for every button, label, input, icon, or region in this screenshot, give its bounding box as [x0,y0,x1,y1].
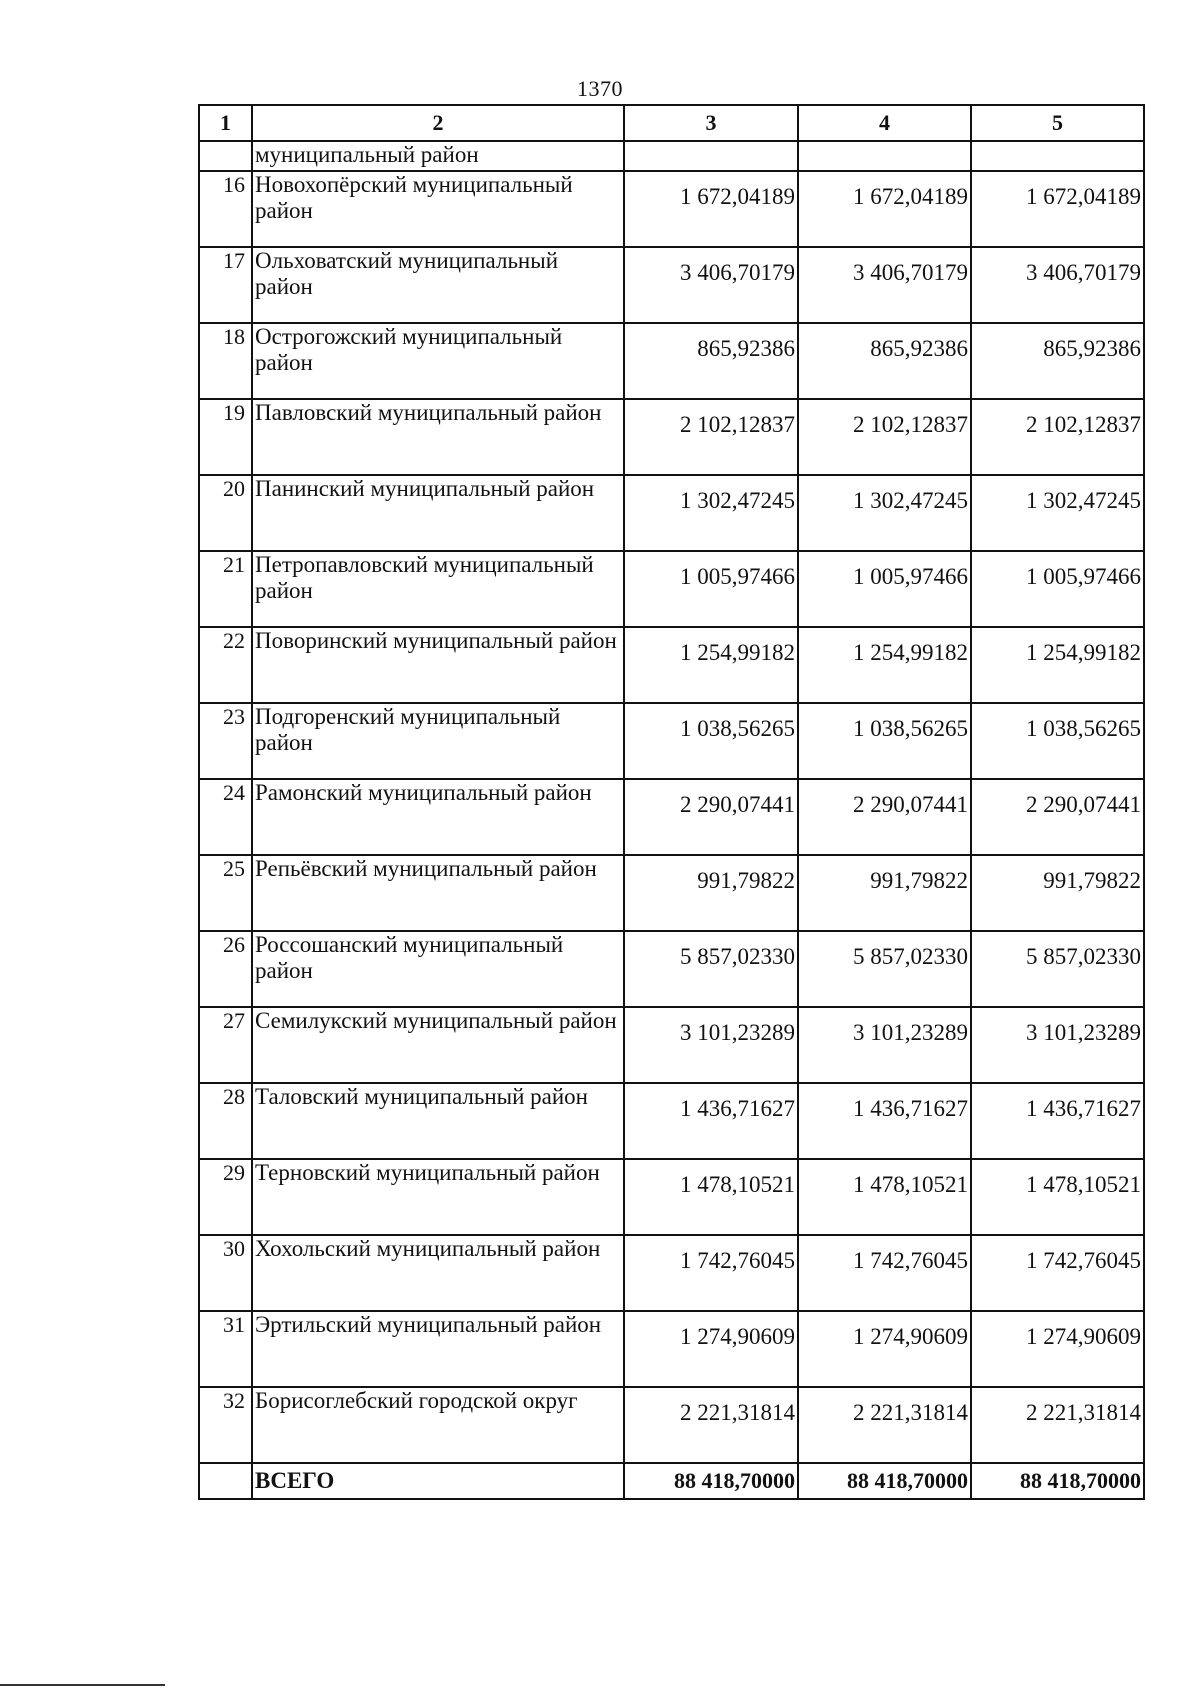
total-col-4: 88 418,70000 [798,1463,971,1499]
cell-col-5: 1 254,99182 [971,627,1144,703]
header-col-4: 4 [798,105,971,141]
cell-col-4 [798,141,971,171]
table-row [199,1235,1144,1311]
table-row [199,323,1144,399]
table-row [199,247,1144,323]
cell-name: Павловский муниципальный район [252,399,624,475]
cell-col-5: 1 038,56265 [971,703,1144,779]
table-row [199,551,1144,627]
cell-col-5: 1 672,04189 [971,171,1144,247]
cell-name: Таловский муниципальный район [252,1083,624,1159]
cell-col-4: 1 436,71627 [798,1083,971,1159]
cell-num: 26 [199,931,252,1007]
continuation-row [199,141,1144,171]
cell-name: Поворинский муниципальный район [252,627,624,703]
total-col-3: 88 418,70000 [624,1463,798,1499]
total-label: ВСЕГО [252,1463,624,1499]
cell-name: Борисоглебский городской округ [252,1387,624,1463]
cell-num: 23 [199,703,252,779]
cell-col-5: 1 478,10521 [971,1159,1144,1235]
cell-name: Хохольский муниципальный район [252,1235,624,1311]
header-col-2: 2 [252,105,624,141]
table-row [199,1159,1144,1235]
cell-num: 22 [199,627,252,703]
cell-col-5: 2 290,07441 [971,779,1144,855]
table-body [199,141,1144,1499]
cell-name: Россошанский муниципальный район [252,931,624,1007]
cell-col-3: 865,92386 [624,323,798,399]
cell-num: 18 [199,323,252,399]
cell-name: Семилукский муниципальный район [252,1007,624,1083]
cell-col-5: 1 436,71627 [971,1083,1144,1159]
cell-col-5: 3 406,70179 [971,247,1144,323]
cell-col-5: 3 101,23289 [971,1007,1144,1083]
cell-col-4: 991,79822 [798,855,971,931]
cell-name: Острогожский муниципальный район [252,323,624,399]
cell-name: Рамонский муниципальный район [252,779,624,855]
cell-col-3: 1 274,90609 [624,1311,798,1387]
cell-col-4: 1 478,10521 [798,1159,971,1235]
table-row [199,1083,1144,1159]
cell-num: 25 [199,855,252,931]
cell-num: 31 [199,1311,252,1387]
cell-col-5: 1 005,97466 [971,551,1144,627]
cell-num: 29 [199,1159,252,1235]
cell-col-4: 1 038,56265 [798,703,971,779]
table-row [199,703,1144,779]
table-row [199,171,1144,247]
cell-name: муниципальный район [252,141,624,171]
header-col-5: 5 [971,105,1144,141]
table-row [199,1387,1144,1463]
cell-col-5: 1 742,76045 [971,1235,1144,1311]
cell-col-3: 1 302,47245 [624,475,798,551]
cell-name: Подгоренский муниципальный район [252,703,624,779]
cell-num [199,141,252,171]
footer-rule [0,1684,165,1686]
cell-col-5: 865,92386 [971,323,1144,399]
page-number: 1370 [577,76,623,101]
cell-col-3: 1 436,71627 [624,1083,798,1159]
total-col-5: 88 418,70000 [971,1463,1144,1499]
cell-col-4: 1 302,47245 [798,475,971,551]
table-row [199,779,1144,855]
cell-num: 24 [199,779,252,855]
cell-col-4: 3 101,23289 [798,1007,971,1083]
cell-col-4: 1 274,90609 [798,1311,971,1387]
cell-col-3: 1 742,76045 [624,1235,798,1311]
cell-col-3: 2 221,31814 [624,1387,798,1463]
cell-num: 20 [199,475,252,551]
cell-num: 28 [199,1083,252,1159]
cell-name: Петропавловский муниципальный район [252,551,624,627]
table-row [199,1311,1144,1387]
table-row [199,855,1144,931]
cell-col-3 [624,141,798,171]
cell-col-3: 2 290,07441 [624,779,798,855]
cell-col-4: 5 857,02330 [798,931,971,1007]
cell-num: 21 [199,551,252,627]
cell-col-3: 2 102,12837 [624,399,798,475]
cell-num: 17 [199,247,252,323]
cell-col-4: 2 221,31814 [798,1387,971,1463]
table-row [199,399,1144,475]
table-row [199,627,1144,703]
cell-num: 16 [199,171,252,247]
cell-col-3: 1 038,56265 [624,703,798,779]
header-col-3: 3 [624,105,798,141]
cell-col-4: 1 254,99182 [798,627,971,703]
cell-name: Ольховатский муниципальный район [252,247,624,323]
budget-table [198,104,1145,1500]
cell-col-3: 3 406,70179 [624,247,798,323]
cell-col-3: 5 857,02330 [624,931,798,1007]
cell-col-4: 2 290,07441 [798,779,971,855]
cell-col-3: 3 101,23289 [624,1007,798,1083]
cell-col-4: 1 742,76045 [798,1235,971,1311]
cell-col-3: 1 672,04189 [624,171,798,247]
table-row [199,1007,1144,1083]
cell-name: Репьёвский муниципальный район [252,855,624,931]
cell-col-4: 865,92386 [798,323,971,399]
cell-col-4: 2 102,12837 [798,399,971,475]
cell-col-3: 1 254,99182 [624,627,798,703]
cell-name: Панинский муниципальный район [252,475,624,551]
cell-num: 27 [199,1007,252,1083]
table-header [199,105,1144,141]
cell-col-4: 1 005,97466 [798,551,971,627]
cell-num: 32 [199,1387,252,1463]
total-row [199,1463,1144,1499]
cell-num: 19 [199,399,252,475]
cell-col-5: 2 102,12837 [971,399,1144,475]
cell-col-3: 1 005,97466 [624,551,798,627]
header-col-1: 1 [199,105,252,141]
cell-num: 30 [199,1235,252,1311]
cell-col-5: 5 857,02330 [971,931,1144,1007]
cell-col-5: 2 221,31814 [971,1387,1144,1463]
cell-name: Терновский муниципальный район [252,1159,624,1235]
cell-name: Новохопёрский муниципальный район [252,171,624,247]
table-row [199,931,1144,1007]
cell-col-4: 3 406,70179 [798,247,971,323]
cell-col-5: 1 274,90609 [971,1311,1144,1387]
table-row [199,475,1144,551]
cell-col-5 [971,141,1144,171]
cell-col-4: 1 672,04189 [798,171,971,247]
cell-name: Эртильский муниципальный район [252,1311,624,1387]
cell-col-3: 991,79822 [624,855,798,931]
cell-col-5: 991,79822 [971,855,1144,931]
header-row [199,105,1144,141]
cell-num [199,1463,252,1499]
cell-col-5: 1 302,47245 [971,475,1144,551]
cell-col-3: 1 478,10521 [624,1159,798,1235]
